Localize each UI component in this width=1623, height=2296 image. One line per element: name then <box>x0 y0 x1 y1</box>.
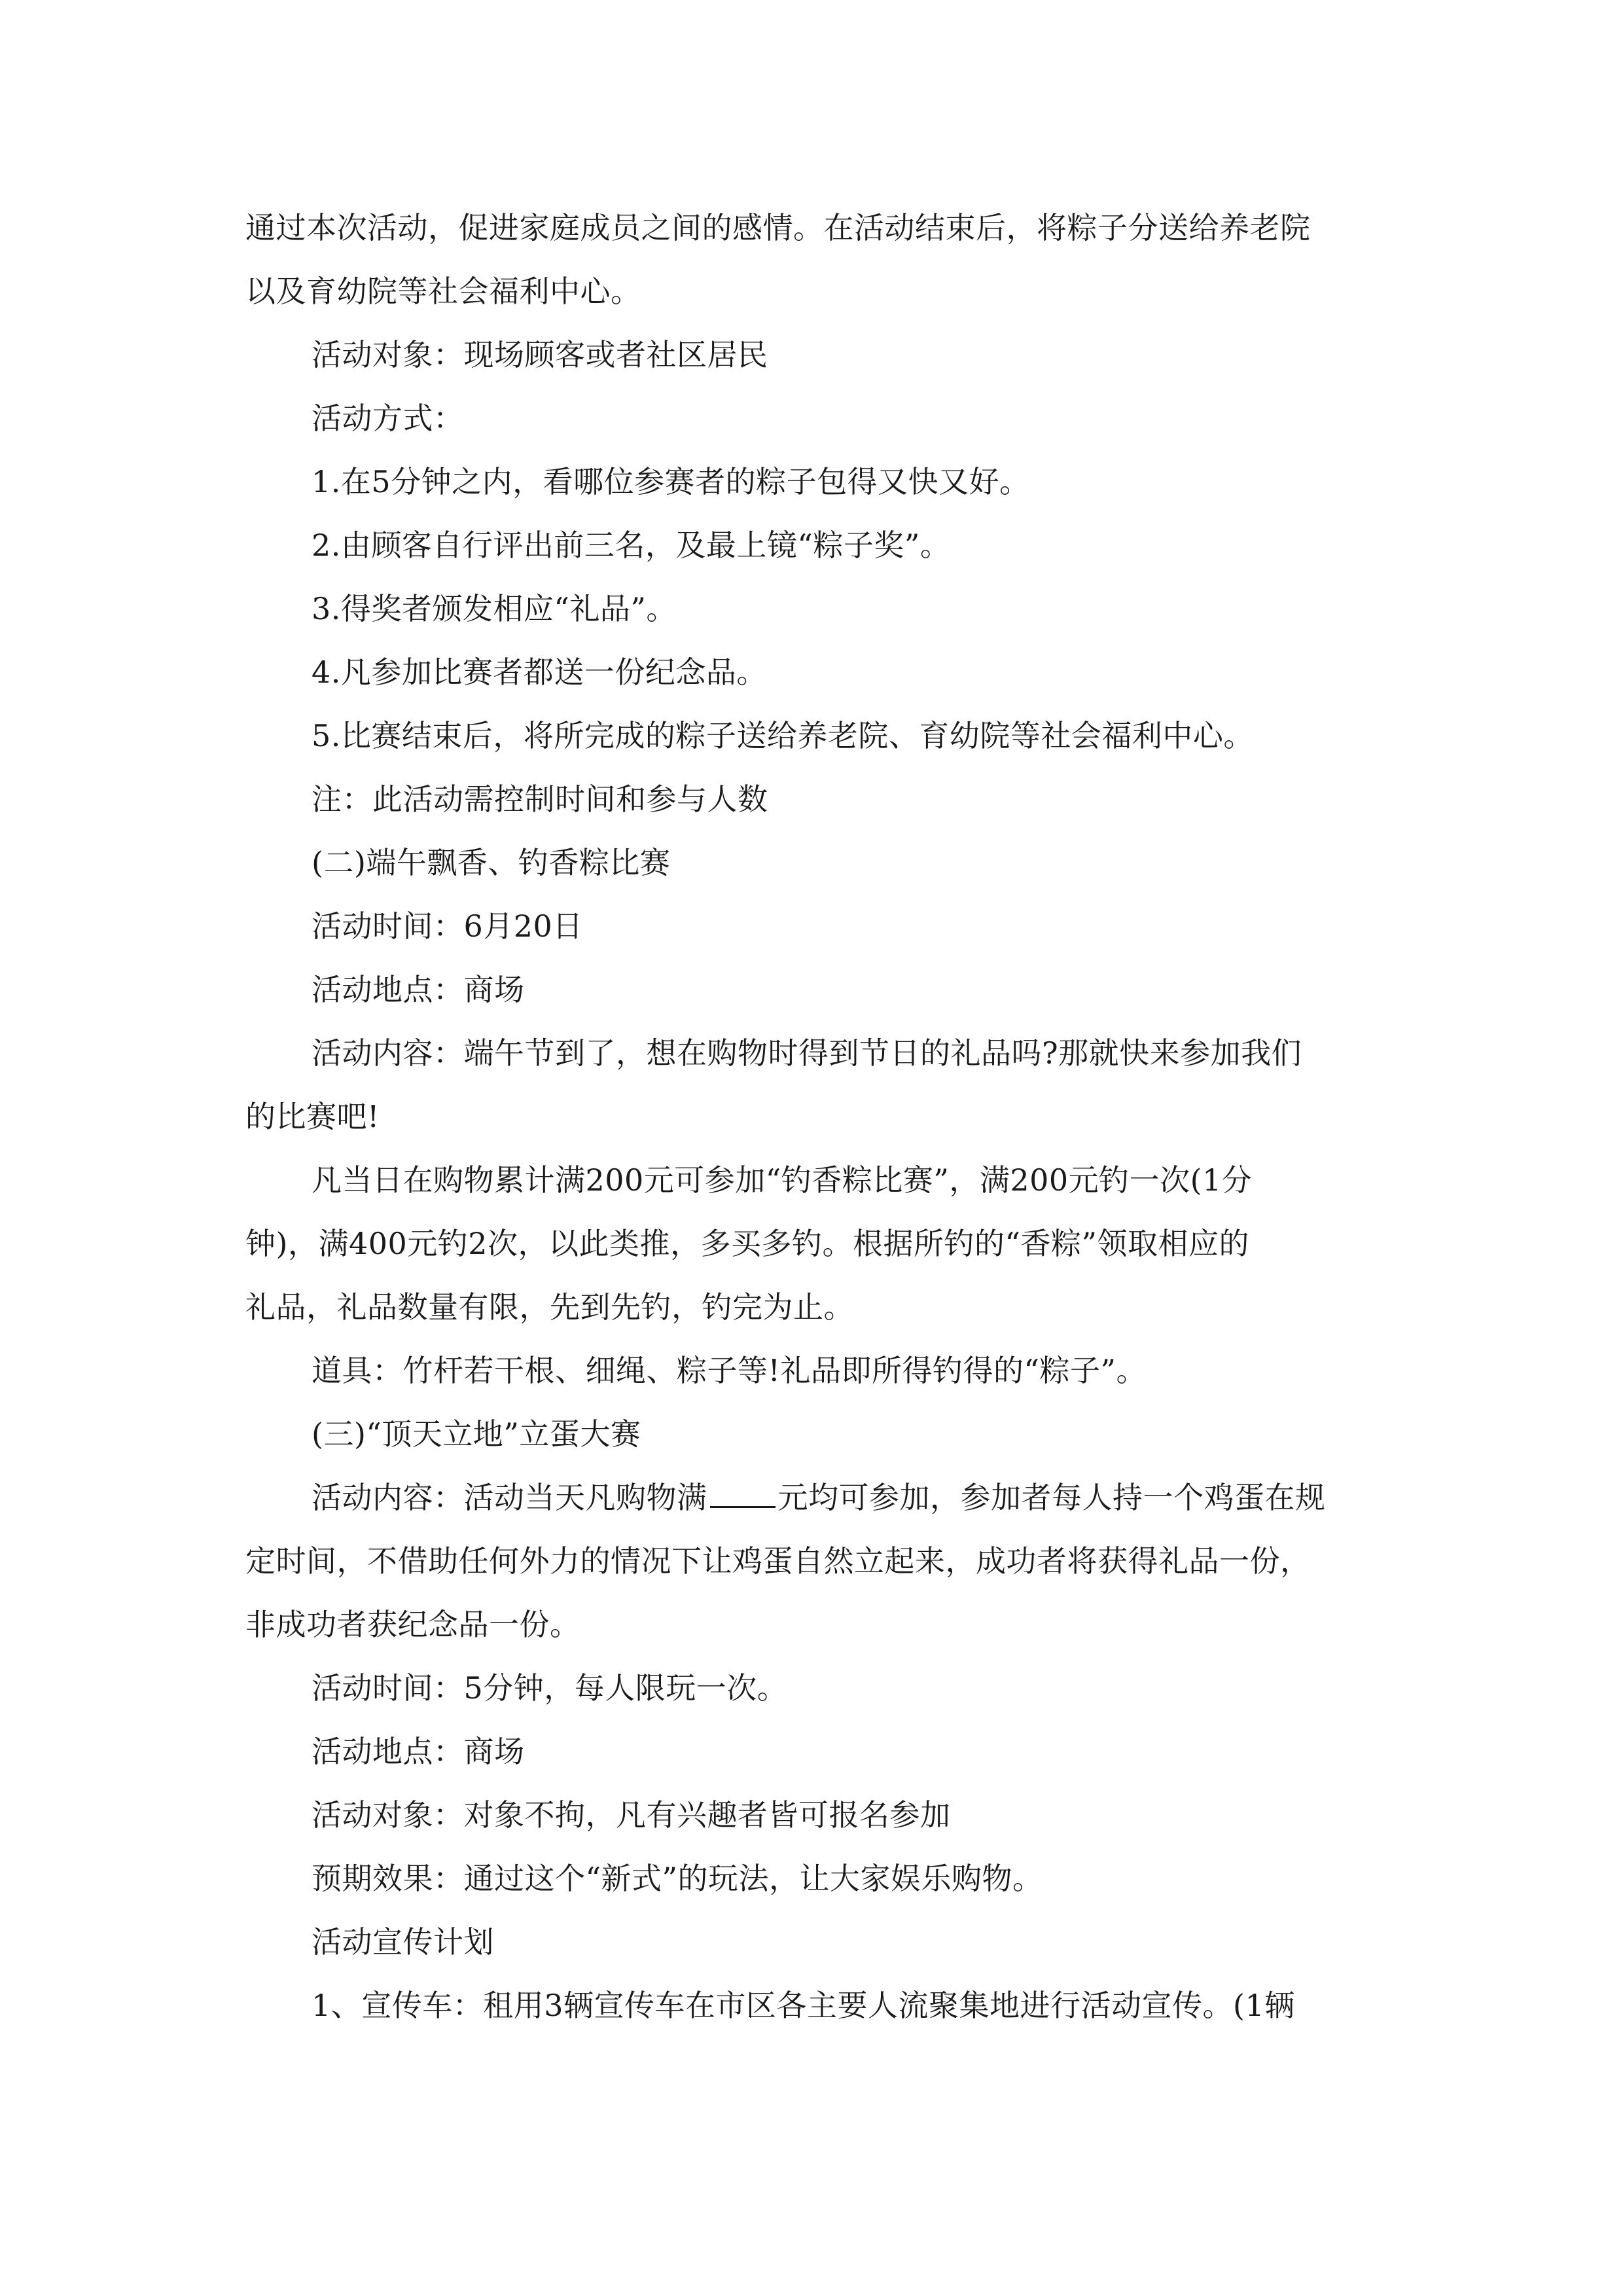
text-line: 2.由顾客自行评出前三名，及最上镜“粽子奖”。 <box>312 528 951 563</box>
text-line: 活动对象：现场顾客或者社区居民 <box>312 337 768 372</box>
text-line: 活动地点：商场 <box>312 972 525 1007</box>
text-line: 4.凡参加比赛者都送一份纪念品。 <box>312 655 767 690</box>
text-line: 活动地点：商场 <box>312 1734 525 1769</box>
text-line: 活动对象：对象不拘，凡有兴趣者皆可报名参加 <box>312 1797 951 1833</box>
text-line-with-blank <box>245 1466 1381 1530</box>
text-line: 注：此活动需控制时间和参与人数 <box>312 781 768 817</box>
fill-in-blank <box>710 1480 776 1508</box>
text-line: (二)端午飘香、钓香粽比赛 <box>312 845 671 880</box>
text-line: 活动内容：端午节到了，想在购物时得到节日的礼品吗?那就快来参加我们 <box>312 1035 1302 1071</box>
text-line: 定时间，不借助任何外力的情况下让鸡蛋自然立起来，成功者将获得礼品一份， <box>245 1543 1311 1579</box>
text-line: 非成功者获纪念品一份。 <box>245 1607 580 1642</box>
text-line: 通过本次活动，促进家庭成员之间的感情。在活动结束后，将粽子分送给养老院 <box>245 210 1311 245</box>
text-line: 3.得奖者颁发相应“礼品”。 <box>312 591 677 626</box>
text-line: 道具：竹杆若干根、细绳、粽子等!礼品即所得钓得的“粽子”。 <box>312 1353 1147 1388</box>
text-line: 礼品，礼品数量有限，先到先钓，钓完为止。 <box>245 1289 854 1325</box>
text-line: 活动方式： <box>312 401 464 436</box>
text-line: 1、宣传车：租用3辆宣传车在市区各主要人流聚集地进行活动宣传。(1辆 <box>312 1988 1295 2023</box>
document-body <box>245 196 1381 2037</box>
text-line: 5.比赛结束后，将所完成的粽子送给养老院、育幼院等社会福利中心。 <box>312 718 1254 753</box>
text-line: 活动时间：6月20日 <box>312 908 583 944</box>
paragraph-block-b <box>245 1530 1381 2037</box>
text-line: 的比赛吧! <box>245 1099 380 1134</box>
text-line: (三)“顶天立地”立蛋大赛 <box>312 1416 641 1452</box>
text-line: 以及育幼院等社会福利中心。 <box>245 274 641 309</box>
blank-line-after: 元均可参加，参加者每人持一个鸡蛋在规 <box>777 1480 1326 1515</box>
text-line: 活动时间：5分钟，每人限玩一次。 <box>312 1670 788 1706</box>
text-line: 凡当日在购物累计满200元可参加“钓香粽比赛”，满200元钓一次(1分 <box>312 1162 1253 1198</box>
text-line: 预期效果：通过这个“新式”的玩法，让大家娱乐购物。 <box>312 1861 1043 1896</box>
text-line: 活动宣传计划 <box>312 1924 494 1960</box>
blank-line-before: 活动内容：活动当天凡购物满 <box>312 1480 707 1515</box>
text-line: 1.在5分钟之内，看哪位参赛者的粽子包得又快又好。 <box>312 464 1030 499</box>
text-line: 钟)，满400元钓2次，以此类推，多买多钓。根据所钓的“香粽”领取相应的 <box>245 1226 1250 1261</box>
paragraph-block-a <box>245 196 1381 1466</box>
